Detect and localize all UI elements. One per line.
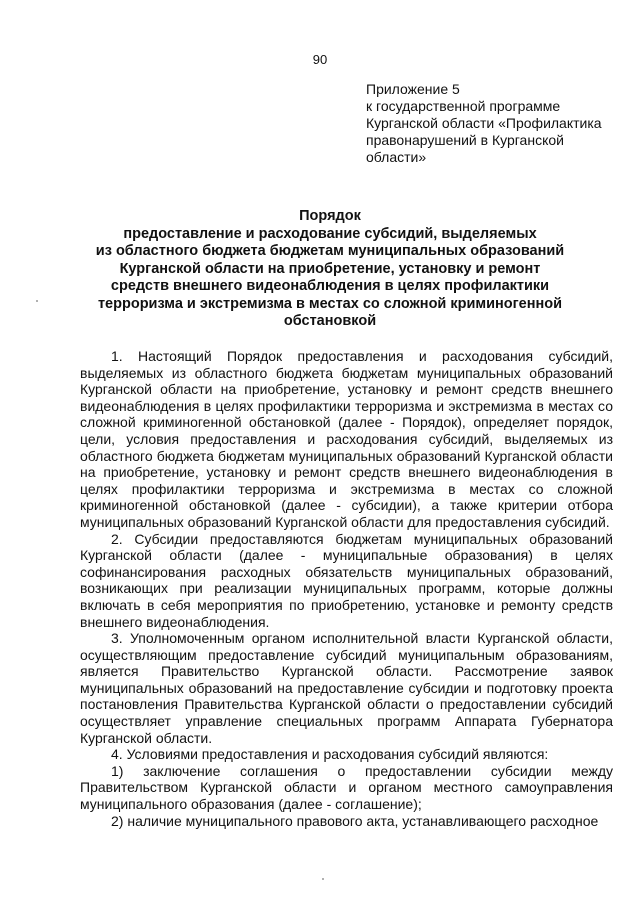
paragraph-line: Курганской области.: [80, 729, 213, 746]
paragraph-line: возникающих при реализации муниципальных программ, которые должны: [80, 580, 613, 597]
paragraph-line: 2) наличие муниципального правового акта, устанавливающего расходное: [111, 812, 599, 829]
body-paragraph: [80, 813, 613, 830]
paragraph-line: 2. Субсидии предоставляются бюджетам муниципальных образований: [111, 530, 613, 547]
paragraph-line: целях профилактики терроризма и экстремизма в местах со сложной: [80, 480, 613, 497]
paragraph-line: является Правительство Курганской области. Рассмотрение заявок: [80, 663, 613, 680]
paragraph-line: криминогенной обстановкой (далее - субсидии), а также критерии отбора: [80, 497, 613, 514]
appendix-line: правонарушений в Курганской: [366, 132, 564, 148]
body-paragraph: [80, 531, 613, 631]
paragraph-line: муниципальных образований Курганской области для предоставления субсидий.: [80, 513, 610, 530]
paragraph-line: сложной криминогенной обстановкой (далее - Порядок), определяет порядок,: [80, 414, 613, 431]
paragraph-line: 4. Условиями предоставления и расходования субсидий являются:: [111, 746, 549, 763]
paragraph-line: Курганской области (далее - муниципальные образования) в целях: [80, 547, 613, 564]
paragraph-line: муниципального образования (далее - соглашение);: [80, 796, 422, 813]
document-title: [60, 208, 600, 331]
paragraph-line: 3. Уполномоченным органом исполнительной власти Курганской области,: [111, 630, 613, 647]
title-line: Порядок: [299, 208, 361, 224]
document-body: [80, 348, 613, 829]
paragraph-line: выделяемых из областного бюджета бюджетам муниципальных образований: [80, 364, 613, 381]
body-paragraph: [80, 348, 613, 531]
paragraph-line: 1) заключение соглашения о предоставлении субсидии между: [111, 762, 613, 779]
paragraph-line: цели, условия предоставления и расходования субсидий, выделяемых из: [80, 430, 613, 447]
paragraph-line: постановления Правительства Курганской области о предоставлении субсидий: [80, 696, 613, 713]
paragraph-line: 1. Настоящий Порядок предоставления и расходования субсидий,: [111, 348, 613, 364]
paragraph-line: Курганской области на приобретение, установку и ремонт средств внешнего: [80, 381, 613, 398]
title-line: из областного бюджета бюджетам муниципальных образований: [95, 243, 565, 259]
body-paragraph: [80, 763, 613, 813]
paragraph-line: осуществляющим предоставление субсидий муниципальным образованиям,: [80, 646, 613, 663]
appendix-line: Приложение 5: [366, 81, 460, 97]
scan-speck: [36, 300, 38, 302]
paragraph-line: областного бюджета бюджетам муниципальных образований Курганской области: [80, 447, 613, 464]
paragraph-line: муниципальных образований на предоставление субсидии и подготовку проекта: [80, 679, 613, 696]
paragraph-line: софинансирования расходных обязательств муниципальных образований,: [80, 563, 613, 580]
body-paragraph: [80, 630, 613, 746]
title-line: средств внешнего видеонаблюдения в целях профилактики: [110, 278, 550, 294]
appendix-line: области»: [366, 149, 427, 165]
page-number: 90: [312, 52, 328, 67]
paragraph-line: на приобретение, установку и ремонт средств внешнего видеонаблюдения в: [80, 464, 613, 481]
paragraph-line: Правительством Курганской области и органом местного самоуправления: [80, 779, 613, 796]
body-paragraph: [80, 746, 613, 763]
title-line: терроризма и экстремизма в местах со сложной криминогенной: [97, 295, 563, 312]
paragraph-line: внешнего видеонаблюдения.: [80, 613, 270, 630]
appendix-header: [366, 81, 616, 166]
title-line: Курганской области на приобретение, установку и ремонт: [119, 260, 541, 277]
title-line: предоставление и расходование субсидий, выделяемых: [123, 225, 537, 242]
scan-speck: [322, 878, 324, 880]
paragraph-line: осуществляет управление специальных программ Аппарата Губернатора: [80, 713, 613, 730]
appendix-line: к государственной программе: [366, 98, 561, 114]
paragraph-line: включать в себя мероприятия по приобретению, установке и ремонту средств: [80, 596, 613, 613]
appendix-line: Курганской области «Профилактика: [366, 115, 602, 131]
title-line: обстановкой: [283, 313, 377, 329]
paragraph-line: видеонаблюдения в целях профилактики терроризма и экстремизма в местах со: [80, 397, 613, 414]
